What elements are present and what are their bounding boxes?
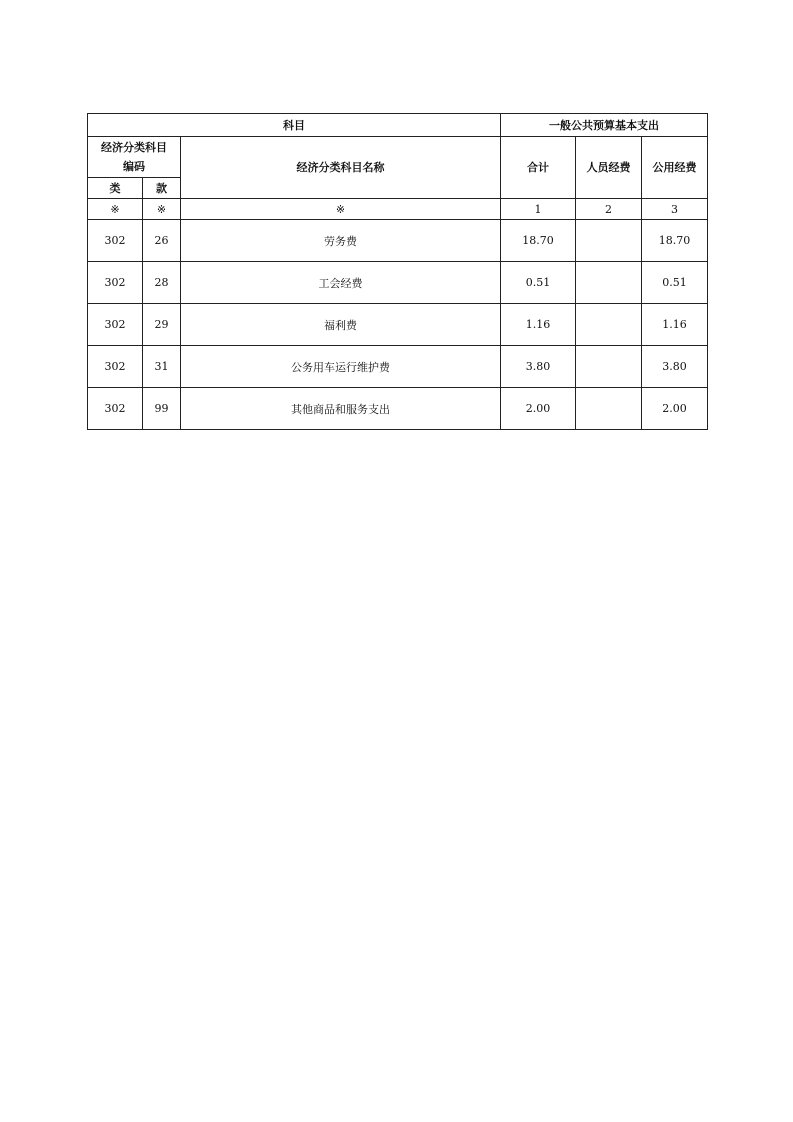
row-public: 1.16 — [642, 304, 708, 346]
econ-code-header-line2: 编码 — [123, 160, 145, 173]
row-total: 18.70 — [501, 220, 576, 262]
econ-name-header: 经济分类科目名称 — [181, 137, 501, 199]
header-row-code — [88, 137, 708, 178]
table-row — [88, 346, 708, 388]
row-name: 劳务费 — [181, 220, 501, 262]
table-row — [88, 262, 708, 304]
personnel-header: 人员经费 — [576, 137, 642, 199]
kuan-header: 款 — [143, 178, 181, 199]
econ-code-header-line1: 经济分类科目 — [101, 141, 167, 154]
row-total: 0.51 — [501, 262, 576, 304]
row-name: 其他商品和服务支出 — [181, 388, 501, 430]
row-lei: 302 — [88, 262, 143, 304]
row-personnel — [576, 346, 642, 388]
subject-header: 科目 — [88, 114, 501, 137]
row-lei: 302 — [88, 388, 143, 430]
index-public: 3 — [642, 199, 708, 220]
public-header: 公用经费 — [642, 137, 708, 199]
row-total: 2.00 — [501, 388, 576, 430]
row-personnel — [576, 304, 642, 346]
row-total: 3.80 — [501, 346, 576, 388]
row-lei: 302 — [88, 346, 143, 388]
index-lei: ※ — [88, 199, 143, 220]
row-personnel — [576, 220, 642, 262]
table-row — [88, 220, 708, 262]
row-public: 0.51 — [642, 262, 708, 304]
row-public: 3.80 — [642, 346, 708, 388]
econ-code-header — [88, 137, 181, 178]
table-row — [88, 304, 708, 346]
row-personnel — [576, 388, 642, 430]
index-personnel: 2 — [576, 199, 642, 220]
index-kuan: ※ — [143, 199, 181, 220]
total-header: 合计 — [501, 137, 576, 199]
row-name: 公务用车运行维护费 — [181, 346, 501, 388]
lei-header: 类 — [88, 178, 143, 199]
row-public: 2.00 — [642, 388, 708, 430]
row-kuan: 26 — [143, 220, 181, 262]
index-total: 1 — [501, 199, 576, 220]
row-lei: 302 — [88, 220, 143, 262]
row-kuan: 28 — [143, 262, 181, 304]
general-budget-header: 一般公共预算基本支出 — [501, 114, 708, 137]
row-name: 工会经费 — [181, 262, 501, 304]
row-personnel — [576, 262, 642, 304]
header-row-top — [88, 114, 708, 137]
row-total: 1.16 — [501, 304, 576, 346]
row-public: 18.70 — [642, 220, 708, 262]
row-kuan: 31 — [143, 346, 181, 388]
row-lei: 302 — [88, 304, 143, 346]
table-row — [88, 388, 708, 430]
row-name: 福利费 — [181, 304, 501, 346]
row-kuan: 29 — [143, 304, 181, 346]
row-kuan: 99 — [143, 388, 181, 430]
index-name: ※ — [181, 199, 501, 220]
index-row — [88, 199, 708, 220]
budget-table — [87, 113, 708, 430]
